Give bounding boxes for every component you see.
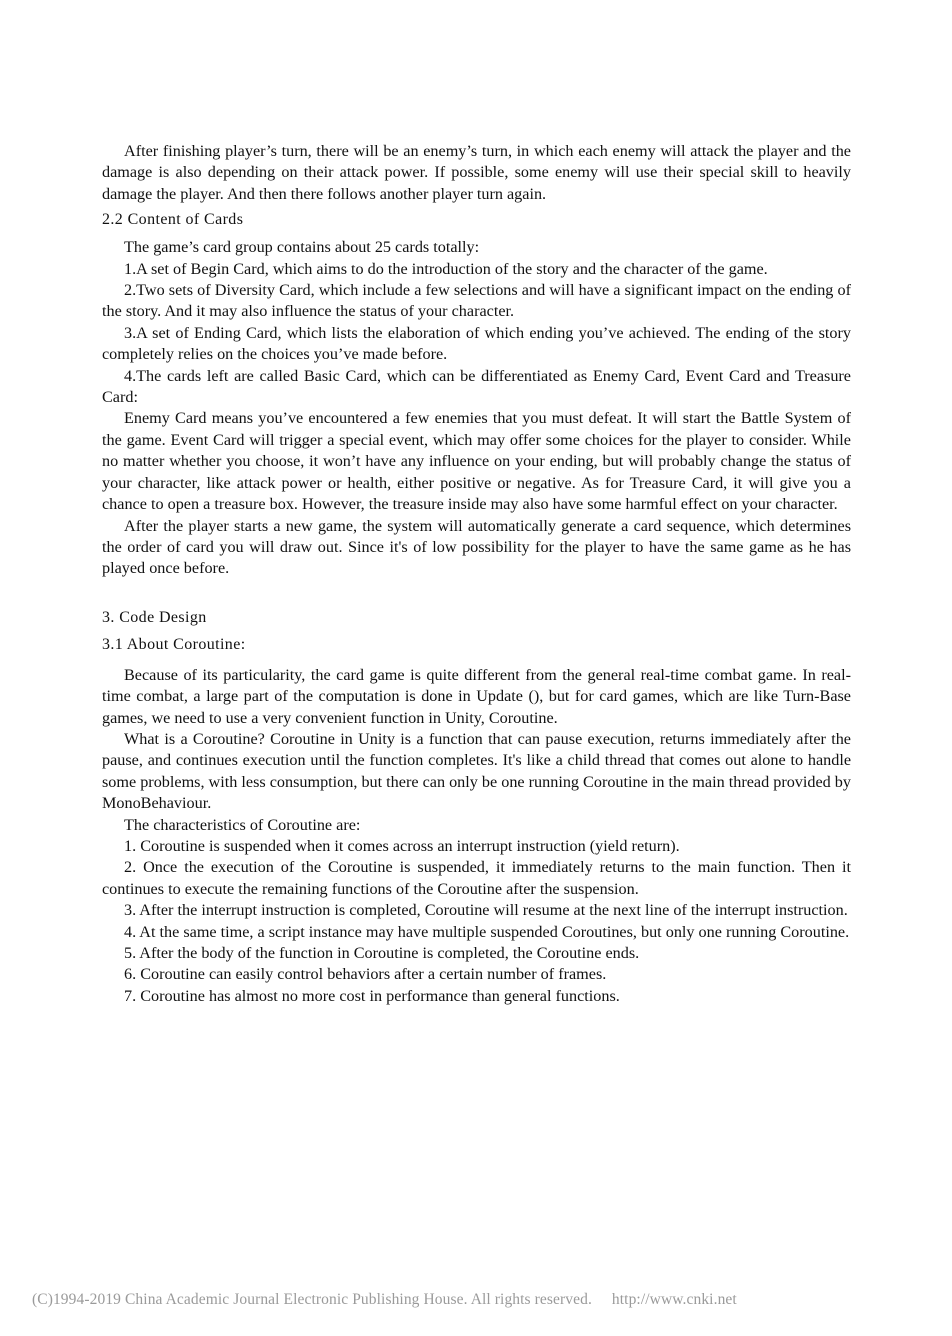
copyright-text: (C)1994-2019 China Academic Journal Electronic Publishing House. All rights reserved. (32, 1291, 592, 1308)
paragraph-diversity-card: 2.Two sets of Diversity Card, which include a few selections and will have a significant impact on the ending of the story. And it may also influence the status of your character. (102, 281, 851, 321)
paragraph-begin-card: 1.A set of Begin Card, which aims to do the introduction of the story and the character of the game. (124, 259, 768, 278)
footer-url: http://www.cnki.net (611, 1291, 737, 1308)
paragraph-basic-card: 4.The cards left are called Basic Card, which can be differentiated as Enemy Card, Event Card and Treasure Card: (102, 366, 851, 407)
list-item-3: 3. After the interrupt instruction is completed, Coroutine will resume at the next line of the interrupt instruction. (124, 901, 848, 920)
paragraph-coroutine-intro: Because of its particularity, the card game is quite different from the general real-time combat game. In real-time combat, a large part of the computation is done in Update (), but for card games, which are like Turn-Base games, we need to use a very convenient function in Unity, Coroutine. (102, 665, 851, 727)
list-item-1: 1. Coroutine is suspended when it comes across an interrupt instruction (yield return). (124, 836, 680, 855)
paper-body (102, 141, 851, 1007)
paragraph-card-sequence: After the player starts a new game, the system will automatically generate a card sequence, which determines the order of card you will draw out. Since it's of low possibility for the player to have the same game as he has played once before. (102, 516, 851, 578)
list-item-7: 7. Coroutine has almost no more cost in performance than general functions. (124, 986, 620, 1005)
paragraph-ending-card: 3.A set of Ending Card, which lists the elaboration of which ending you’ve achieved. The ending of the story completely relies on the choices you’ve made before. (102, 323, 851, 364)
list-item-5: 5. After the body of the function in Coroutine is completed, the Coroutine ends. (124, 944, 640, 962)
paragraph-coroutine-definition: What is a Coroutine? Coroutine in Unity is a function that can pause execution, returns immediately after the pause, and continues execution until the function completes. It's like a child thread that comes out alone to handle some problems, with less consumption, but there can only be one running Coroutine in the main thread provided by MonoBehaviour. (102, 729, 851, 813)
section-heading-2-2: 2.2 Content of Cards (102, 211, 244, 229)
section-heading-3-1: 3.1 About Coroutine: (102, 635, 246, 653)
list-item-6: 6. Coroutine can easily control behaviors after a certain number of frames. (124, 965, 607, 984)
paragraph-battle-enemy-turn: After finishing player’s turn, there will be an enemy’s turn, in which each enemy will attack the player and the damage is also depending on their attack power. If possible, some enemy will use their special skill to heavily damage the player. And then there follows another player turn again. (102, 142, 851, 203)
copyright-footer (0, 1291, 952, 1309)
list-item-2: 2. Once the execution of the Coroutine is suspended, it immediately returns to the main function. Then it continues to execute the remaining functions of the Coroutine after the suspension. (102, 858, 851, 898)
paragraph-card-group: The game’s card group contains about 25 cards totally: (124, 238, 480, 257)
paragraph-card-types: Enemy Card means you’ve encountered a few enemies that you must defeat. It will start the Battle System of the game. Event Card will trigger a special event, which may offer some choices for the player to consider. While no matter whether you choose, it won’t have any influence on your ending, but will probably change the status of your character, like attack power or health, either positive or negative. As for Treasure Card, it will give you a chance to open a treasure box. However, the treasure inside may also have some harmful effect on your character. (102, 409, 851, 514)
section-heading-3: 3. Code Design (102, 608, 207, 626)
list-item-4: 4. At the same time, a script instance may have multiple suspended Coroutines, but only one running Coroutine. (124, 922, 850, 941)
paragraph-coroutine-characteristics: The characteristics of Coroutine are: (124, 815, 361, 834)
